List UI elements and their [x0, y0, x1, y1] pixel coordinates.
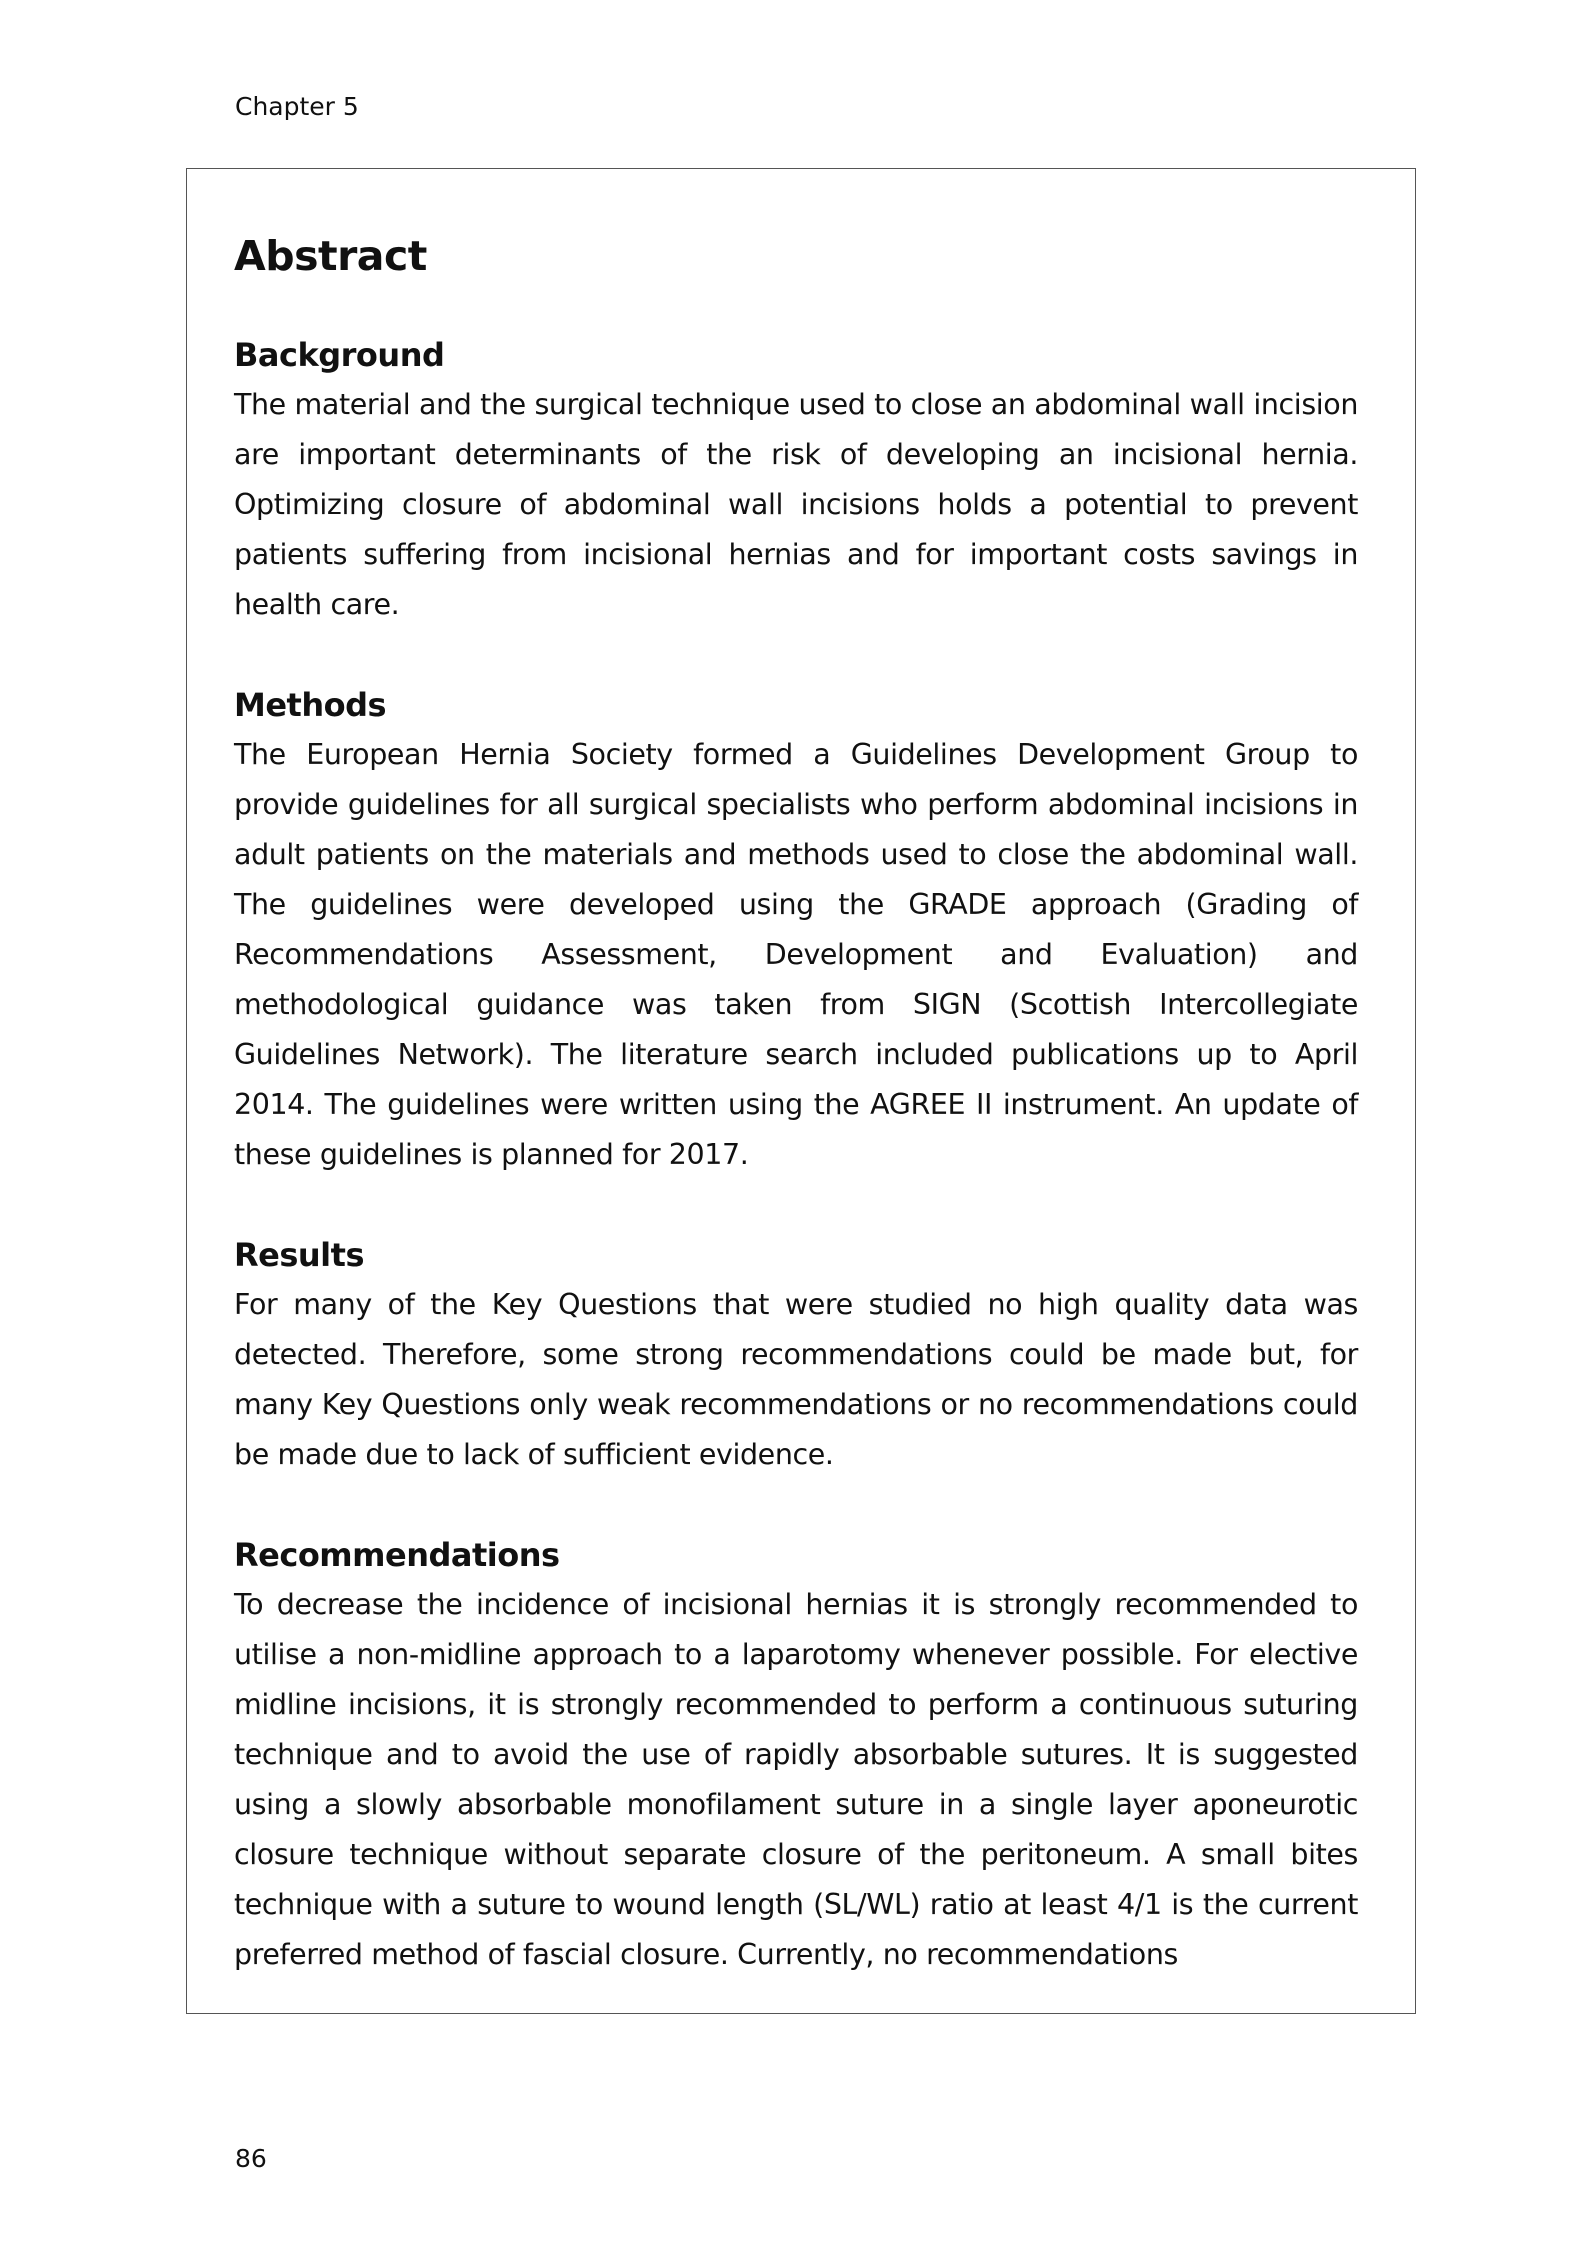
- section-body-results: For many of the Key Questions that were studied no high quality data was detected. Therefore, some strong recommendations could be made but, for many Key Questions only weak recommendations or no recommendations could be made due to lack of sufficient evidence.: [234, 1288, 1358, 1471]
- section-background: [234, 330, 1358, 630]
- section-heading-results: Results: [234, 1236, 364, 1274]
- running-head-chapter: Chapter 5: [235, 92, 359, 121]
- section-body-methods: The European Hernia Society formed a Guidelines Development Group to provide guidelines for all surgical specialists who perform abdominal incisions in adult patients on the materials and methods used to close the abdominal wall. The guidelines were developed using the GRADE approach (Grading of Recommendations Assessment, Development and Evaluation) and methodological guidance was taken from SIGN (Scottish Intercollegiate Guidelines Network). The literature search included publications up to April 2014. The guidelines were written using the AGREE II instrument. An update of these guidelines is planned for 2017.: [234, 738, 1358, 1171]
- section-heading-background: Background: [234, 336, 445, 374]
- section-recommendations: [234, 1530, 1358, 1980]
- abstract-title: Abstract: [234, 232, 427, 280]
- abstract-box: [186, 168, 1416, 2014]
- section-heading-methods: Methods: [234, 686, 387, 724]
- section-methods: [234, 680, 1358, 1180]
- abstract-content: [234, 231, 1358, 1980]
- page-number: 86: [235, 2144, 267, 2173]
- section-body-background: The material and the surgical technique used to close an abdominal wall incision are important determinants of the risk of developing an incisional hernia. Optimizing closure of abdominal wall incisions holds a potential to prevent patients suffering from incisional hernias and for important costs savings in health care.: [234, 388, 1358, 621]
- section-heading-recommendations: Recommendations: [234, 1536, 560, 1574]
- section-body-recommendations: To decrease the incidence of incisional hernias it is strongly recommended to utilise a non-midline approach to a laparotomy whenever possible. For elective midline incisions, it is strongly recommended to perform a continuous suturing technique and to avoid the use of rapidly absorbable sutures. It is suggested using a slowly absorbable monofilament suture in a single layer aponeurotic closure technique without separate closure of the peritoneum. A small bites technique with a suture to wound length (SL/WL) ratio at least 4/1 is the current preferred method of fascial closure. Currently, no recommendations: [234, 1588, 1358, 1971]
- section-results: [234, 1230, 1358, 1480]
